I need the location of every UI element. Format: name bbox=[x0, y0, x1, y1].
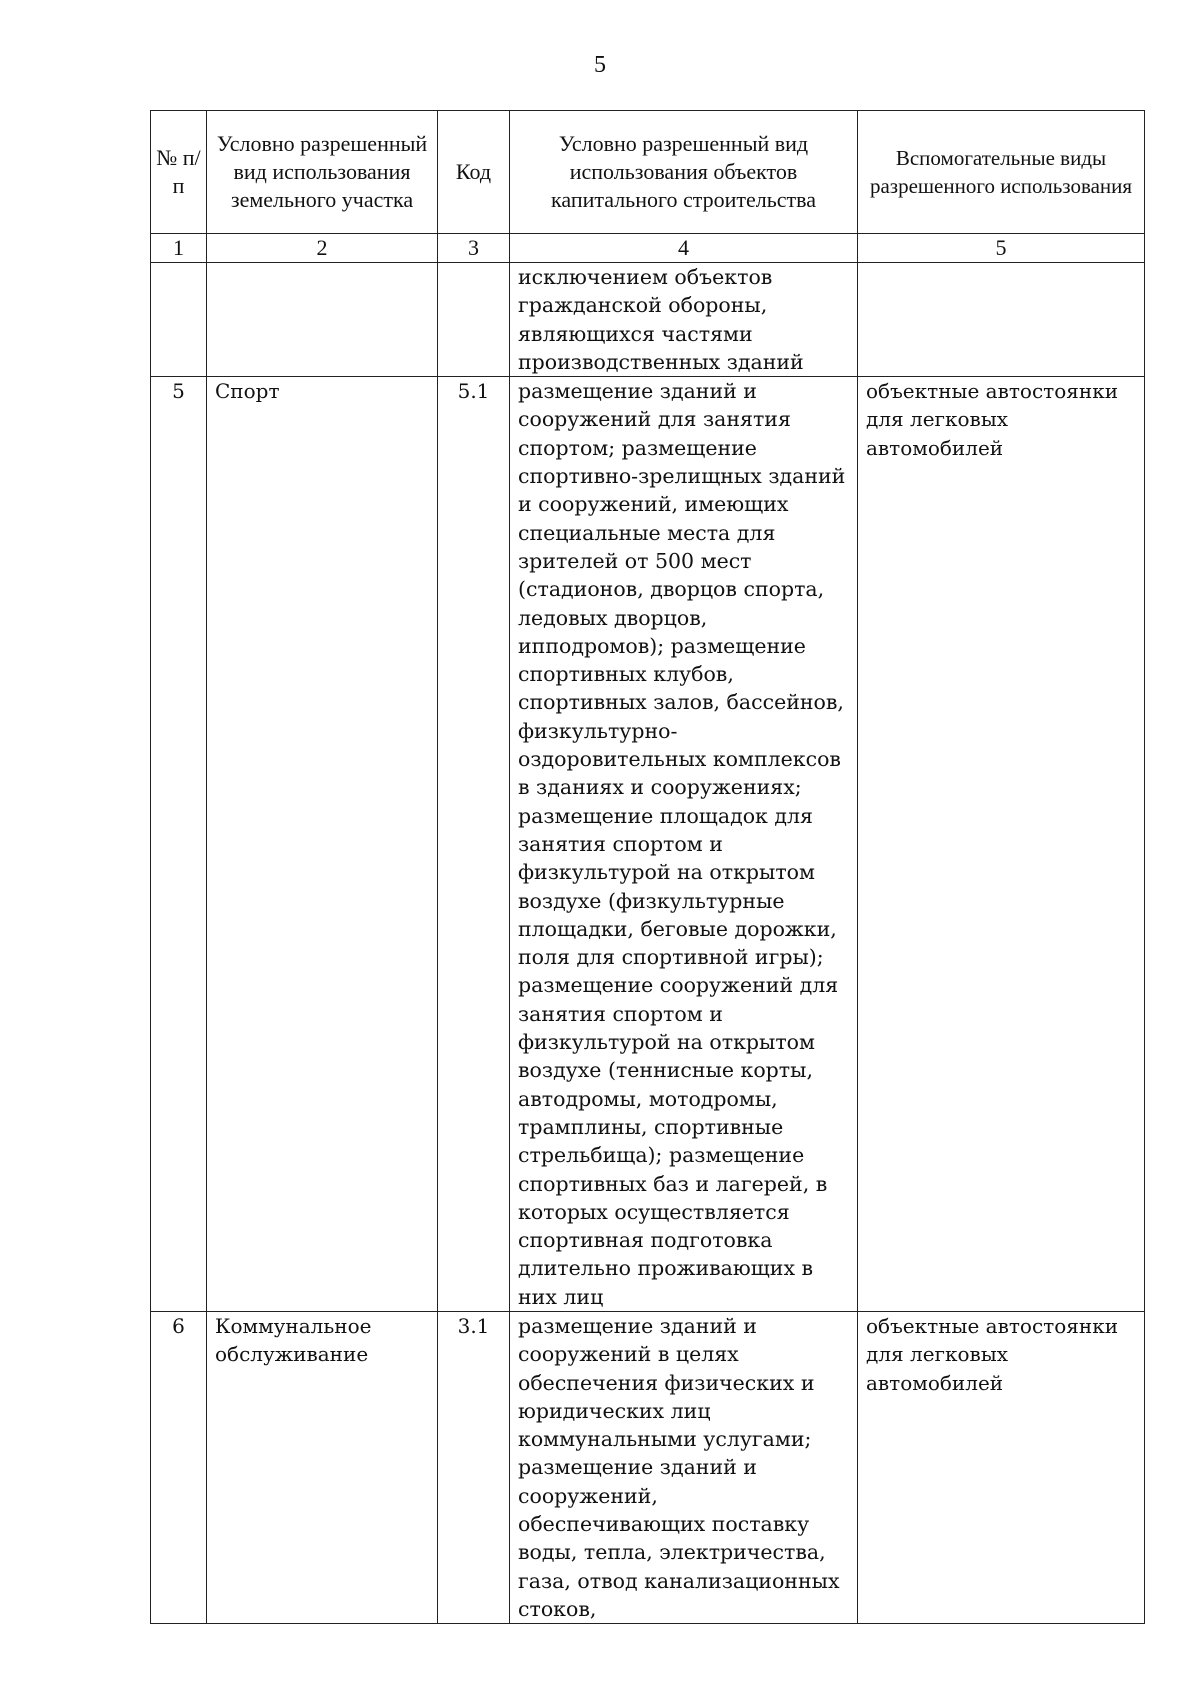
header-land-use-type: Условно разрешенный вид использования земельного участка bbox=[207, 111, 438, 234]
column-number: 2 bbox=[207, 234, 438, 263]
row-auxiliary-uses: объектные автостоянки для легковых автомобилей bbox=[858, 1311, 1145, 1623]
row-code: 3.1 bbox=[438, 1311, 510, 1623]
row-number bbox=[151, 263, 207, 377]
table-row bbox=[151, 263, 1145, 377]
column-number: 5 bbox=[858, 234, 1145, 263]
header-code: Код bbox=[438, 111, 510, 234]
header-construction-use-type: Условно разрешенный вид использования объектов капитального строительства bbox=[510, 111, 858, 234]
table-row bbox=[151, 377, 1145, 1312]
row-land-use-type: Коммунальное обслуживание bbox=[207, 1311, 438, 1623]
row-code: 5.1 bbox=[438, 377, 510, 1312]
row-construction-use: размещение зданий и сооружений в целях обеспечения физических и юридических лиц коммунальными услугами; размещение зданий и сооружений, обеспечивающих поставку воды, тепла, электричества, газа, отвод канализационных стоков, bbox=[510, 1311, 858, 1623]
table-header-row bbox=[151, 111, 1145, 234]
row-construction-use: размещение зданий и сооружений для занятия спортом; размещение спортивно-зрелищных зданий и сооружений, имеющих специальные места для зрителей от 500 мест (стадионов, дворцов спорта, ледовых дворцов, ипподромов); размещение спортивных клубов, спортивных залов, бассейнов, физкультурно-оздоровительных комплексов в зданиях и сооружениях; размещение площадок для занятия спортом и физкультурой на открытом воздухе (физкультурные площадки, беговые дорожки, поля для спортивной игры); размещение сооружений для занятия спортом и физкультурой на открытом воздухе (теннисные корты, автодромы, мотодромы, трамплины, спортивные стрельбища); размещение спортивных баз и лагерей, в которых осуществляется спортивная подготовка длительно проживающих в них лиц bbox=[510, 377, 858, 1312]
header-auxiliary-uses: Вспомогательные виды разрешенного использования bbox=[858, 111, 1145, 234]
row-land-use-type bbox=[207, 263, 438, 377]
table-row bbox=[151, 1311, 1145, 1623]
land-use-table bbox=[150, 110, 1145, 1624]
row-code bbox=[438, 263, 510, 377]
row-land-use-type: Спорт bbox=[207, 377, 438, 1312]
column-number: 3 bbox=[438, 234, 510, 263]
page-number: 5 bbox=[594, 52, 606, 78]
header-number: № п/п bbox=[151, 111, 207, 234]
row-number: 6 bbox=[151, 1311, 207, 1623]
row-construction-use: исключением объектов гражданской обороны, являющихся частями производственных зданий bbox=[510, 263, 858, 377]
column-number: 4 bbox=[510, 234, 858, 263]
column-number: 1 bbox=[151, 234, 207, 263]
column-number-row bbox=[151, 234, 1145, 263]
row-auxiliary-uses bbox=[858, 263, 1145, 377]
row-number: 5 bbox=[151, 377, 207, 1312]
row-auxiliary-uses: объектные автостоянки для легковых автомобилей bbox=[858, 377, 1145, 1312]
